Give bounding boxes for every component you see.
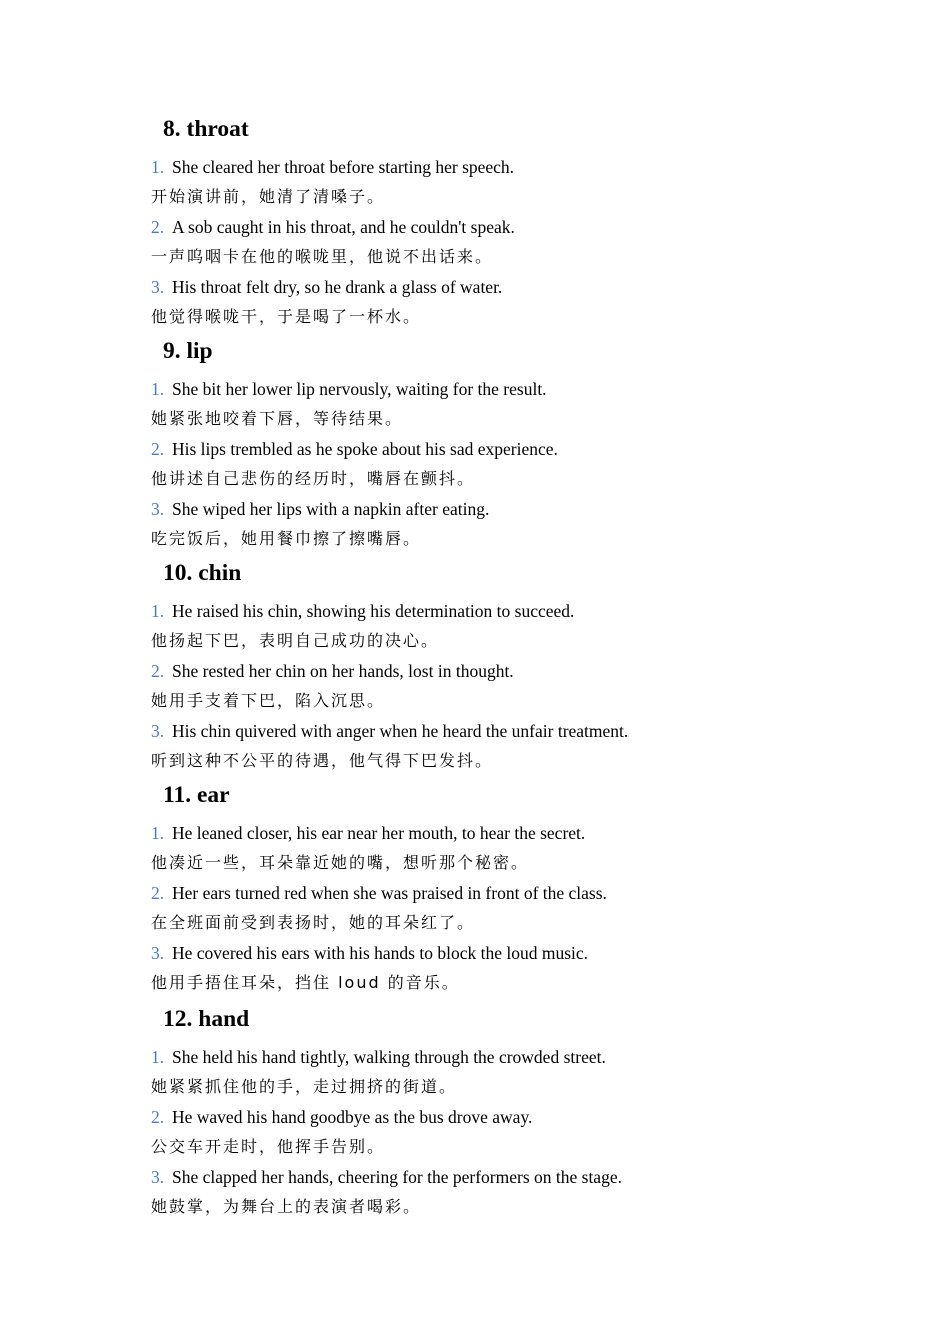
example-translation: 她鼓掌，为舞台上的表演者喝彩。 [151, 1197, 422, 1216]
example-english: He leaned closer, his ear near her mouth, to hear the secret. [172, 823, 586, 843]
example-number: 1. [151, 601, 165, 621]
example-translation: 听到这种不公平的待遇，他气得下巴发抖。 [151, 751, 494, 770]
example-number: 3. [151, 277, 165, 297]
example-number: 3. [151, 1167, 165, 1187]
example-english: His lips trembled as he spoke about his sad experience. [172, 439, 558, 459]
example-english: Her ears turned red when she was praised in front of the class. [172, 883, 607, 903]
example-translation: 他讲述自己悲伤的经历时，嘴唇在颤抖。 [151, 469, 476, 488]
example-translation: 他用手捂住耳朵，挡住 loud 的音乐。 [151, 973, 460, 992]
example-translation: 他扬起下巴，表明自己成功的决心。 [151, 631, 440, 650]
example-number: 3. [151, 721, 165, 741]
example-translation: 她紧张地咬着下唇，等待结果。 [151, 409, 404, 428]
example-english: She wiped her lips with a napkin after eating. [172, 499, 490, 519]
example-number: 2. [151, 217, 165, 237]
example-english: He raised his chin, showing his determination to succeed. [172, 601, 575, 621]
example-translation: 一声呜咽卡在他的喉咙里，他说不出话来。 [151, 247, 494, 266]
example-translation: 他凑近一些，耳朵靠近她的嘴，想听那个秘密。 [151, 853, 530, 872]
example-number: 2. [151, 1107, 165, 1127]
example-sentence [151, 155, 514, 179]
example-sentence [151, 881, 607, 905]
example-translation: 在全班面前受到表扬时，她的耳朵红了。 [151, 913, 476, 932]
example-number: 2. [151, 883, 165, 903]
example-english: She cleared her throat before starting her speech. [172, 157, 515, 177]
example-sentence [151, 275, 502, 299]
example-sentence [151, 1165, 622, 1189]
example-number: 3. [151, 499, 165, 519]
example-number: 2. [151, 439, 165, 459]
example-sentence [151, 599, 574, 623]
example-translation: 公交车开走时，他挥手告别。 [151, 1137, 386, 1156]
example-translation: 她用手支着下巴，陷入沉思。 [151, 691, 386, 710]
example-english: She held his hand tightly, walking through the crowded street. [172, 1047, 606, 1067]
example-translation: 她紧紧抓住他的手，走过拥挤的街道。 [151, 1077, 458, 1096]
section-heading: 8. throat [163, 116, 249, 142]
example-sentence [151, 1105, 532, 1129]
example-number: 1. [151, 379, 165, 399]
example-english: She clapped her hands, cheering for the performers on the stage. [172, 1167, 622, 1187]
section-heading: 11. ear [163, 782, 230, 808]
example-english: He waved his hand goodbye as the bus drove away. [172, 1107, 533, 1127]
example-sentence [151, 377, 547, 401]
example-number: 2. [151, 661, 165, 681]
example-translation: 他觉得喉咙干，于是喝了一杯水。 [151, 307, 422, 326]
section-heading: 12. hand [163, 1006, 250, 1032]
example-translation: 吃完饭后，她用餐巾擦了擦嘴唇。 [151, 529, 422, 548]
example-english: A sob caught in his throat, and he couldn't speak. [172, 217, 515, 237]
example-sentence [151, 821, 585, 845]
example-sentence [151, 1045, 606, 1069]
section-heading: 10. chin [163, 560, 242, 586]
example-english: He covered his ears with his hands to block the loud music. [172, 943, 589, 963]
example-english: His chin quivered with anger when he heard the unfair treatment. [172, 721, 629, 741]
example-english: His throat felt dry, so he drank a glass of water. [172, 277, 503, 297]
example-sentence [151, 941, 588, 965]
example-english: She bit her lower lip nervously, waiting for the result. [172, 379, 547, 399]
example-sentence [151, 215, 515, 239]
example-sentence [151, 437, 558, 461]
example-english: She rested her chin on her hands, lost in thought. [172, 661, 514, 681]
example-sentence [151, 497, 489, 521]
example-number: 1. [151, 157, 165, 177]
example-number: 1. [151, 823, 165, 843]
example-sentence [151, 719, 628, 743]
example-translation: 开始演讲前，她清了清嗓子。 [151, 187, 386, 206]
section-heading: 9. lip [163, 338, 213, 364]
example-sentence [151, 659, 514, 683]
example-number: 3. [151, 943, 165, 963]
example-number: 1. [151, 1047, 165, 1067]
